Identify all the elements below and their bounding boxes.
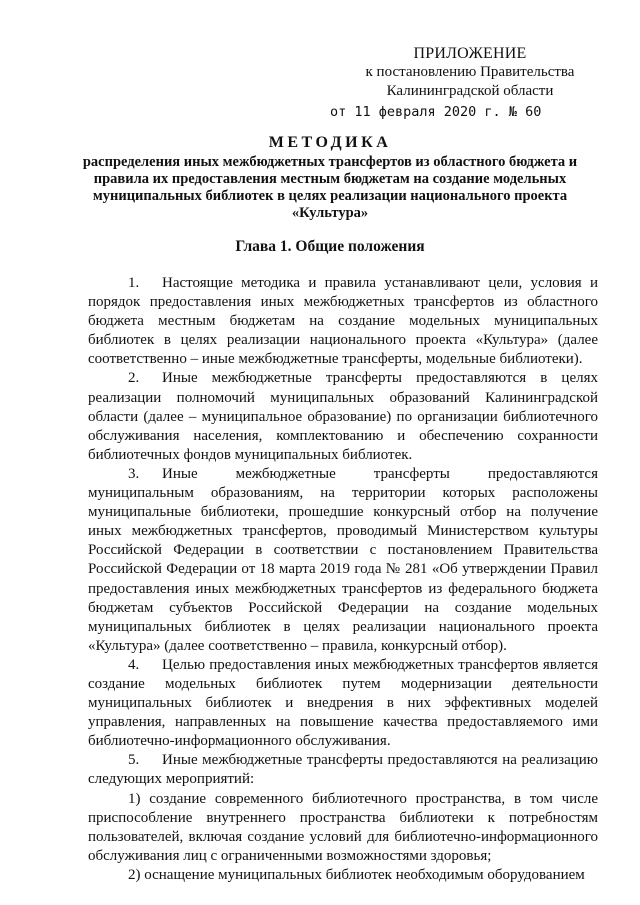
paragraph-text: Иные межбюджетные трансферты предоставляются на реализацию следующих мероприятий: xyxy=(88,752,598,788)
paragraph-number: 5. xyxy=(128,752,140,769)
paragraph-number: 3. xyxy=(128,465,140,482)
appendix-title: ПРИЛОЖЕНИЕ xyxy=(413,45,527,62)
paragraph-5 xyxy=(88,751,598,789)
paragraph-text: Иные межбюджетные трансферты предоставляются в целях реализации полномочий муниципальных образований Калининградской области (далее – муниципальное образование) по организации библиотечного обслуживания населения, комплектованию и обеспечению сохранности библиотечных фондов муниципальных библиотек. xyxy=(88,370,598,463)
paragraph-4 xyxy=(88,656,598,751)
document-body xyxy=(88,274,598,885)
paragraph-number: 2. xyxy=(128,370,140,387)
paragraph-text: Иные межбюджетные трансферты предоставляются муниципальным образованиям, на территории которых расположены муниципальные библиотеки, прошедшие конкурсный отбор на получение иных межбюджетных трансфертов, проводимый Министерством культуры Российской Федерации в соответствии с постановлением Правительства Российской Федерации от 18 марта 2019 года № 281 «Об утверждении Правил предоставления иных межбюджетных трансфертов из федерального бюджета бюджетам субъектов Российской Федерации на создание модельных муниципальных библиотек в целях реализации национального проекта «Культура» (далее соответственно – правила, конкурсный отбор). xyxy=(88,465,598,654)
appendix-line-1: к постановлению Правительства xyxy=(365,64,575,80)
document-title xyxy=(80,132,580,222)
paragraph-1 xyxy=(88,274,598,369)
document-title-sub: распределения иных межбюджетных трансфертов из областного бюджета и правила их предоставления местным бюджетам на создание модельных муниципальных библиотек в целях реализации национального проекта «Культура» xyxy=(82,154,578,221)
appendix-line-2: Калининградской области xyxy=(386,83,554,99)
appendix-header xyxy=(330,44,610,122)
paragraph-2 xyxy=(88,369,598,464)
chapter-heading: Глава 1. Общие положения xyxy=(235,238,425,255)
paragraph-number: 1. xyxy=(128,275,140,291)
paragraph-text: Целью предоставления иных межбюджетных трансфертов является создание модельных библиотек путем модернизации деятельности муниципальных библиотек и внедрения в них эффективных моделей управления, направленных на повышение качества предоставляемого ими библиотечно-информационного обслуживания. xyxy=(88,656,598,750)
paragraph-3 xyxy=(88,465,598,656)
subitem-1: 1) создание современного библиотечного пространства, в том числе приспособление внутреннего пространства библиотеки к потребностям пользователей, включая создание условий для библиотечно-информационного обслуживания лиц с ограниченными возможностями здоровья; xyxy=(88,790,598,864)
subitem-2: 2) оснащение муниципальных библиотек необходимым оборудованием xyxy=(128,866,585,883)
paragraph-number: 4. xyxy=(128,656,140,673)
paragraph-text: Настоящие методика и правила устанавливают цели, условия и порядок предоставления иных межбюджетных трансфертов из областного бюджета местным бюджетам на создание модельных муниципальных библиотек в целях реализации национального проекта «Культура» (далее соответственно – иные межбюджетные трансферты, модельные библиотеки). xyxy=(88,275,598,368)
appendix-date: от 11 февраля 2020 г. № 60 xyxy=(330,104,542,120)
document-title-main: МЕТОДИКА xyxy=(268,134,392,151)
